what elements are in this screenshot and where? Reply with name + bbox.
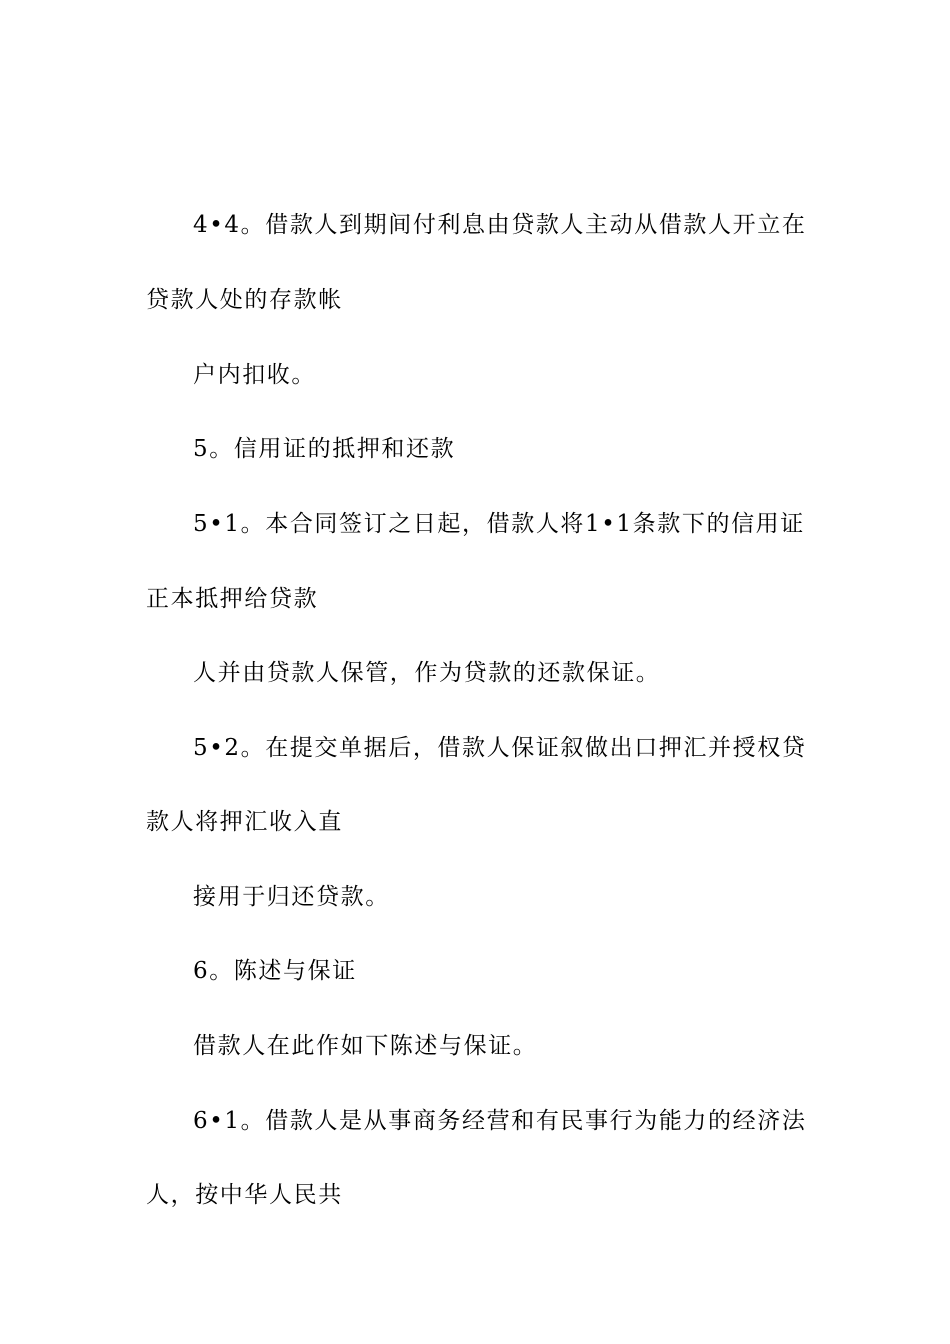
clause-4-4-line-3: 户内扣收。 [193,362,316,388]
clause-5-1-line-2: 正本抵押给贷款 [146,586,319,612]
section-6-heading: 6。陈述与保证 [193,958,357,984]
clause-5-2-line-2: 款人将押汇收入直 [146,809,343,835]
clause-6-1-line-2: 人，按中华人民共 [146,1182,343,1208]
section-6-intro: 借款人在此作如下陈述与保证。 [193,1033,538,1059]
clause-4-4-line-1: 4•4。借款人到期间付利息由贷款人主动从借款人开立在 [193,212,807,238]
clause-5-2-line-3: 接用于归还贷款。 [193,884,390,910]
clause-6-1-line-1: 6•1。借款人是从事商务经营和有民事行为能力的经济法 [193,1108,807,1134]
clause-4-4-line-2: 贷款人处的存款帐 [146,287,343,313]
clause-5-1-line-3: 人并由贷款人保管，作为贷款的还款保证。 [193,660,661,686]
clause-5-2-line-1: 5•2。在提交单据后，借款人保证叙做出口押汇并授权贷 [193,735,807,761]
section-5-heading: 5。信用证的抵押和还款 [193,436,456,462]
clause-5-1-line-1: 5•1。本合同签订之日起，借款人将1•1条款下的信用证 [193,511,805,537]
